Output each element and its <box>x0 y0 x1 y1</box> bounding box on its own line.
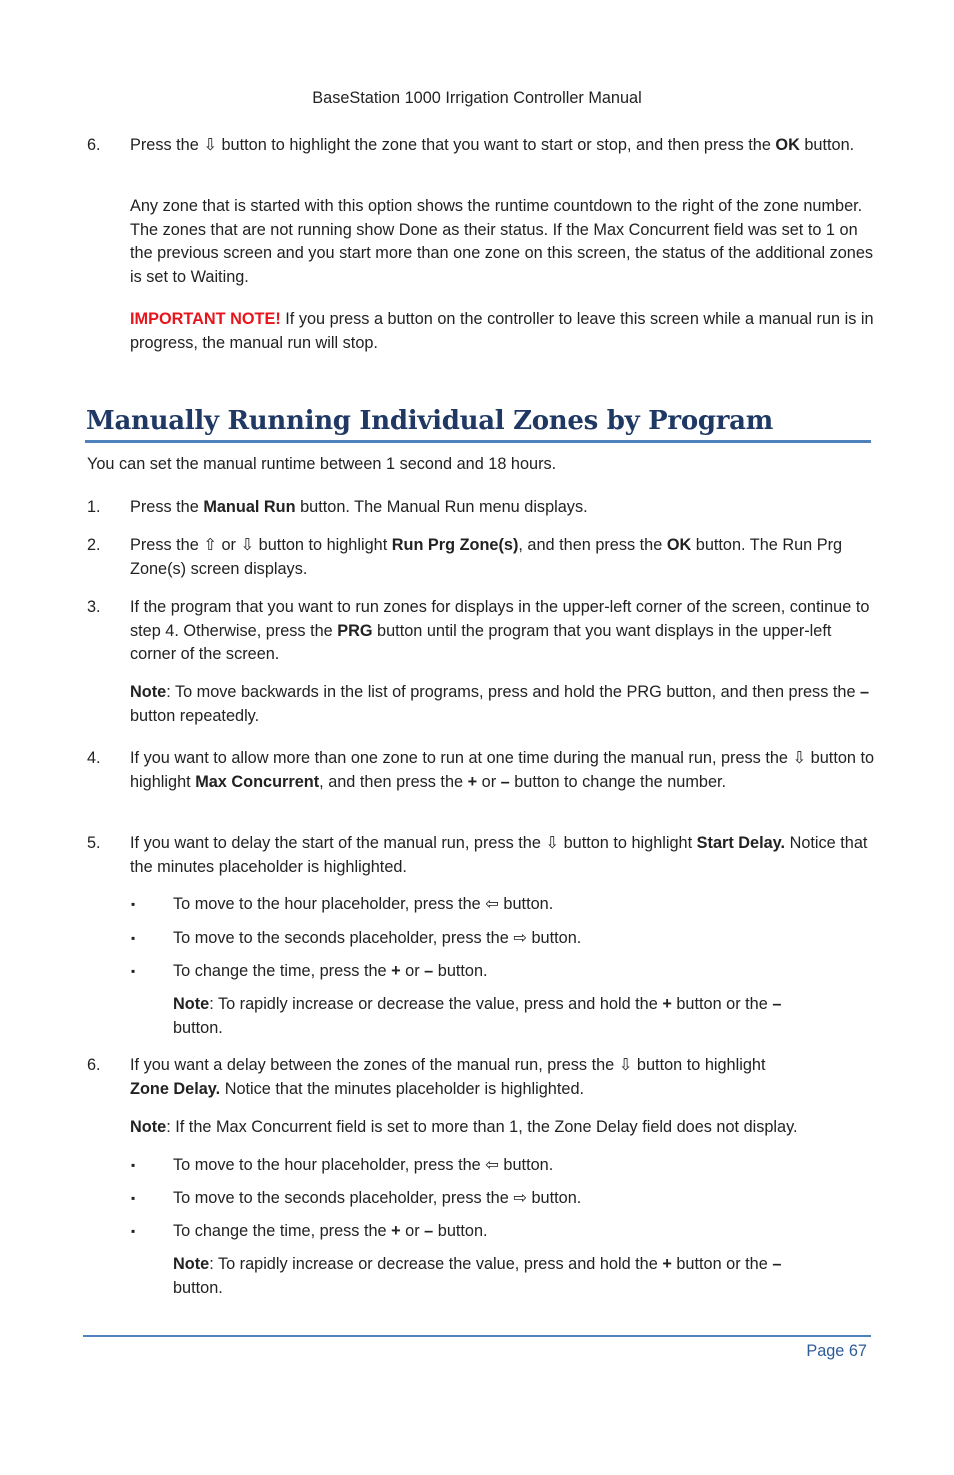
heading-rule <box>85 440 871 443</box>
step-number: 2. <box>87 536 101 554</box>
right-arrow-icon: ⇨ <box>513 1189 527 1207</box>
left-arrow-icon: ⇦ <box>485 895 499 913</box>
step-number: 6. <box>87 1056 101 1074</box>
list-item: To move to the seconds placeholder, press the ⇨ button. <box>173 1189 582 1207</box>
list-item: To change the time, press the + or – button. <box>173 1222 488 1240</box>
step-number: 6. <box>87 136 101 154</box>
step-number: 5. <box>87 834 101 852</box>
note: Note: To rapidly increase or decrease the value, press and hold the + button or the – button. <box>173 995 782 1037</box>
bullet-icon: ▪ <box>131 1224 136 1238</box>
paragraph: Any zone that is started with this option shows the runtime countdown to the right of the zone number. The zones that are not running show Done as their status. If the Max Concurrent field was set to 1 on the previous screen and you start more than one zone on this screen, the status of the additional zones is set to Waiting. <box>130 197 874 286</box>
step-text: If you want to delay the start of the manual run, press the ⇩ button to highlight Start Delay. Notice that the minutes placeholder is highlighted. <box>130 834 868 876</box>
list-item: To move to the hour placeholder, press the ⇦ button. <box>173 895 554 913</box>
step-text: Press the Manual Run button. The Manual Run menu displays. <box>130 498 588 516</box>
step-text: If you want to allow more than one zone to run at one time during the manual run, press the ⇩ button to highlight Max Concurrent, and then press the + or – button to change the number. <box>130 749 875 791</box>
down-arrow-icon: ⇩ <box>792 749 807 767</box>
bullet-icon: ▪ <box>131 1158 136 1172</box>
important-label: IMPORTANT NOTE! <box>130 310 281 328</box>
list-item: To change the time, press the + or – button. <box>173 962 488 980</box>
list-item: To move to the seconds placeholder, press the ⇨ button. <box>173 929 582 947</box>
page-number: Page 67 <box>806 1342 867 1360</box>
note: Note: To rapidly increase or decrease the value, press and hold the + button or the – button. <box>173 1255 782 1297</box>
bullet-icon: ▪ <box>131 1191 136 1205</box>
step-text: If you want a delay between the zones of the manual run, press the ⇩ button to highlight Zone Delay. Notice that the minutes placeholder is highlighted. <box>130 1056 766 1098</box>
bullet-icon: ▪ <box>131 931 136 945</box>
note: Note: If the Max Concurrent field is set to more than 1, the Zone Delay field does not display. <box>130 1118 798 1136</box>
section-heading: Manually Running Individual Zones by Program <box>86 406 773 436</box>
step-text: Press the ⇩ button to highlight the zone that you want to start or stop, and then press the OK button. <box>130 136 855 154</box>
note: Note: To move backwards in the list of programs, press and hold the PRG button, and then press the – button repeatedly. <box>130 683 870 725</box>
step-number: 1. <box>87 498 101 516</box>
down-arrow-icon: ⇩ <box>545 834 560 852</box>
down-arrow-icon: ⇩ <box>618 1056 633 1074</box>
footer-rule <box>83 1335 871 1337</box>
important-note: IMPORTANT NOTE! If you press a button on the controller to leave this screen while a manual run is in progress, the manual run will stop. <box>130 310 874 352</box>
page-header: BaseStation 1000 Irrigation Controller Manual <box>312 89 642 107</box>
down-arrow-icon: ⇩ <box>240 536 255 554</box>
step-number: 3. <box>87 598 101 616</box>
step-text: If the program that you want to run zones for displays in the upper-left corner of the screen, continue to step 4. Otherwise, press the PRG button until the program that you want displays in the upper-left corner of the screen. <box>130 598 870 663</box>
bullet-icon: ▪ <box>131 897 136 911</box>
list-item: To move to the hour placeholder, press the ⇦ button. <box>173 1156 554 1174</box>
step-number: 4. <box>87 749 101 767</box>
up-arrow-icon: ⇧ <box>203 536 217 554</box>
section-intro: You can set the manual runtime between 1 second and 18 hours. <box>87 455 557 473</box>
down-arrow-icon: ⇩ <box>203 136 217 154</box>
bullet-icon: ▪ <box>131 964 136 978</box>
step-text: Press the ⇧ or ⇩ button to highlight Run Prg Zone(s), and then press the OK button. The Run Prg Zone(s) screen displays. <box>130 536 843 578</box>
right-arrow-icon: ⇨ <box>513 929 527 947</box>
left-arrow-icon: ⇦ <box>485 1156 499 1174</box>
